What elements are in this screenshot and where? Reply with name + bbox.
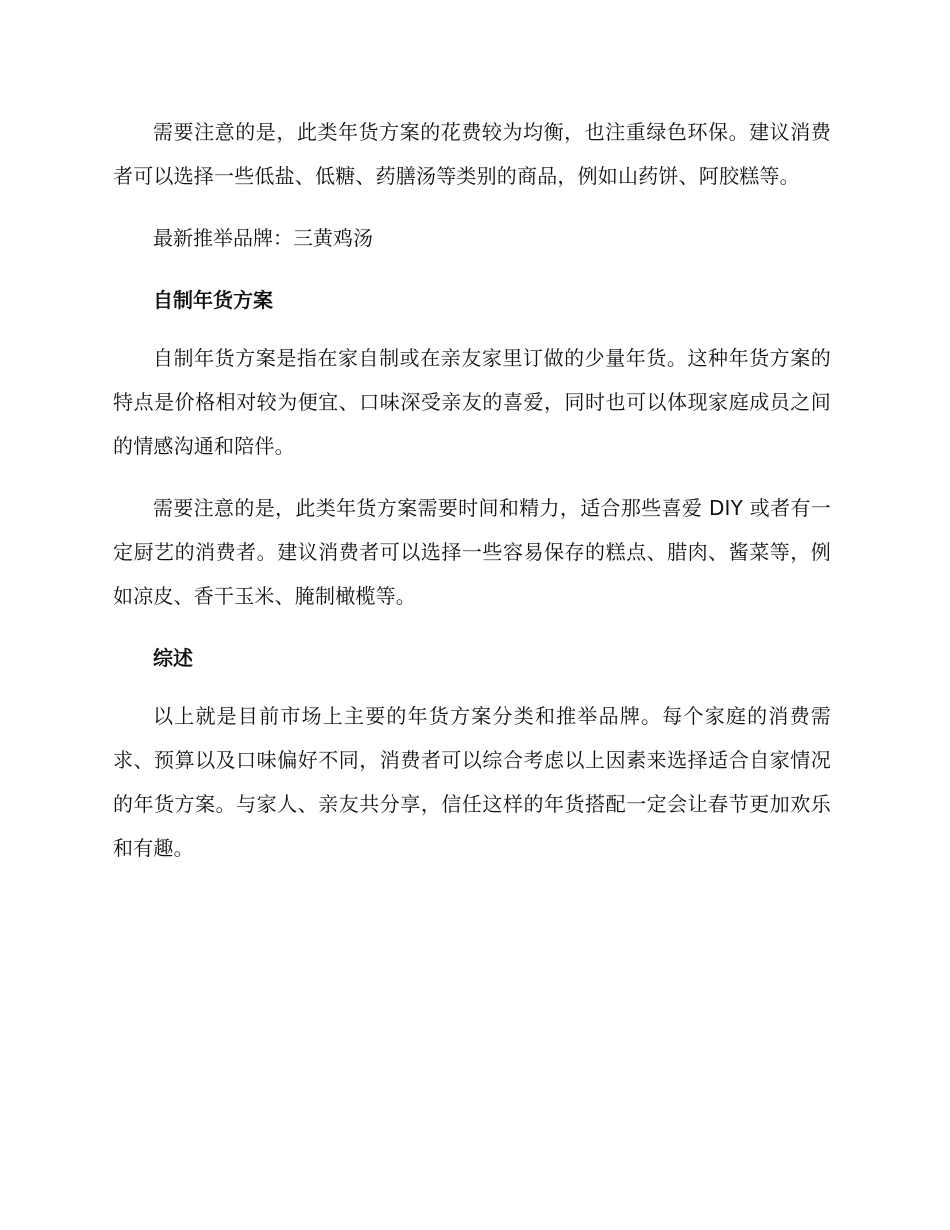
section-heading-homemade: 自制年货方案 [153, 288, 273, 312]
paragraph-homemade-note: 需要注意的是，此类年货方案需要时间和精力，适合那些喜爱 DIY 或者有一定厨艺的消费者。建议消费者可以选择一些容易保存的糕点、腊肉、酱菜等，例如凉皮、香干玉米、腌制橄榄等。 [113, 496, 831, 608]
section-heading-summary: 综述 [153, 646, 193, 670]
paragraph-green-plan-note: 需要注意的是，此类年货方案的花费较为均衡，也注重绿色环保。建议消费者可以选择一些低盐、低糖、药膳汤等类别的商品，例如山药饼、阿胶糕等。 [113, 120, 831, 188]
paragraph-homemade-description: 自制年货方案是指在家自制或在亲友家里订做的少量年货。这种年货方案的特点是价格相对较为便宜、口味深受亲友的喜爱，同时也可以体现家庭成员之间的情感沟通和陪伴。 [113, 346, 831, 458]
paragraph-summary: 以上就是目前市场上主要的年货方案分类和推举品牌。每个家庭的消费需求、预算以及口味偏好不同，消费者可以综合考虑以上因素来选择适合自家情况的年货方案。与家人、亲友共分享，信任这样的年货搭配一定会让春节更加欢乐和有趣。 [113, 704, 831, 860]
recommended-brand-line: 最新推举品牌：三黄鸡汤 [153, 226, 373, 250]
document-page [113, 110, 831, 888]
